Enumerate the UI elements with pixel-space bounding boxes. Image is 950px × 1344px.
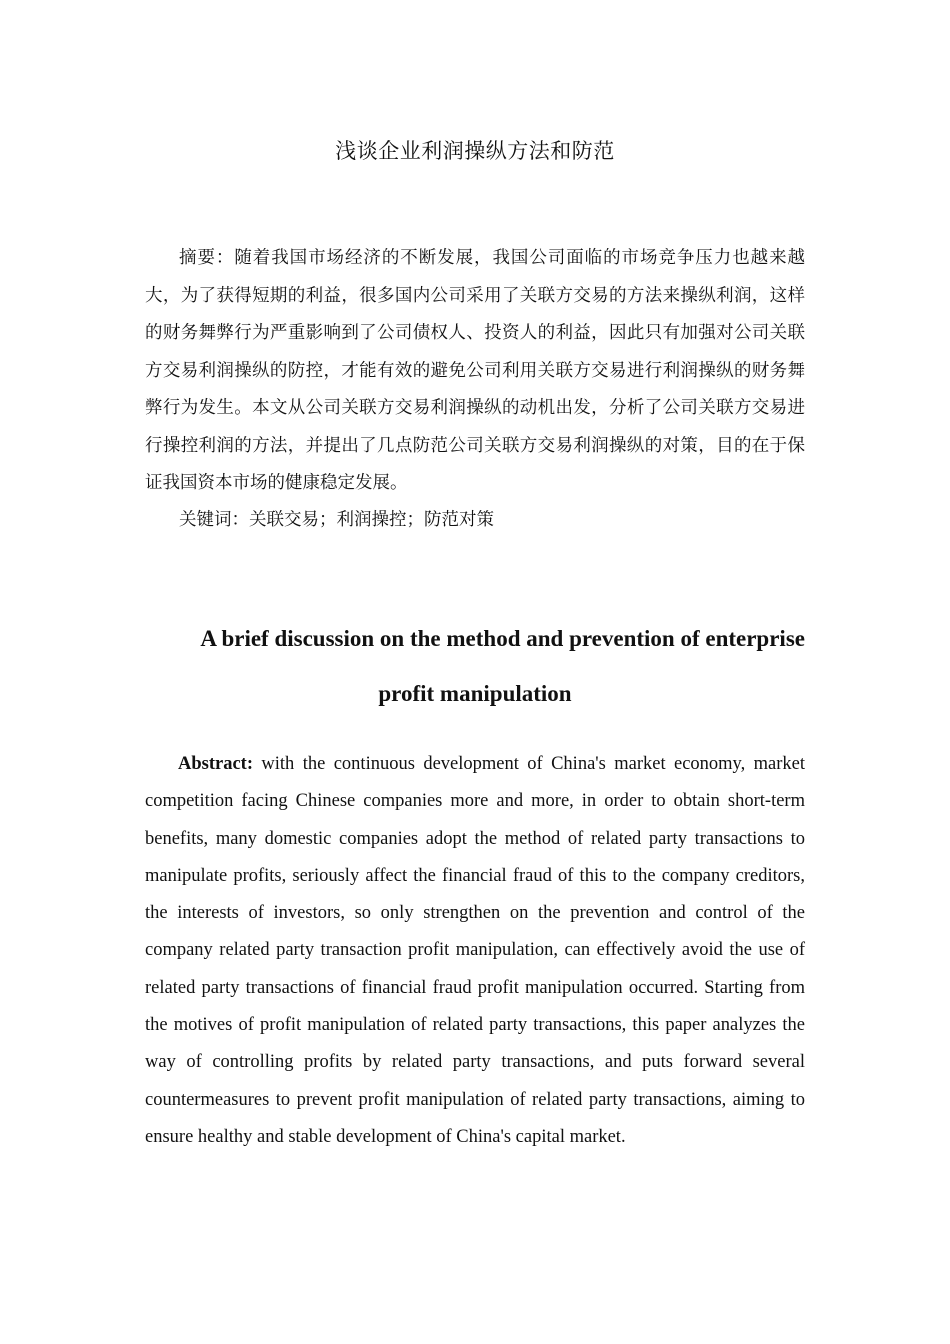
- chinese-keywords-text: 关联交易；利润操控；防范对策: [249, 510, 494, 530]
- chinese-abstract-label: 摘要：: [179, 248, 235, 268]
- english-abstract-label: Abstract:: [178, 754, 254, 774]
- chinese-keywords-label: 关键词：: [179, 510, 249, 530]
- english-abstract: [145, 746, 805, 1156]
- chinese-title: 浅谈企业利润操纵方法和防范: [335, 139, 615, 163]
- english-title: [145, 620, 805, 713]
- english-title-line-2: profit manipulation: [378, 681, 572, 706]
- chinese-abstract-text: 随着我国市场经济的不断发展，我国公司面临的市场竞争压力也越来越大，为了获得短期的利益，很多国内公司采用了关联方交易的方法来操纵利润，这样的财务舞弊行为严重影响到了公司债权人、投资人的利益，因此只有加强对公司关联方交易利润操纵的防控，才能有效的避免公司利用关联方交易进行利润操纵的财务舞弊行为发生。本文从公司关联方交易利润操纵的动机出发，分析了公司关联方交易进行操控利润的方法，并提出了几点防范公司关联方交易利润操纵的对策，目的在于保证我国资本市场的健康稳定发展。: [145, 248, 806, 493]
- english-title-line-1: A brief discussion on the method and prevention of enterprise: [200, 626, 805, 651]
- english-abstract-text: with the continuous development of China's market economy, market competition facing Chinese companies more and more, in order to obtain short-term benefits, many domestic companies adopt the method of related party transactions to manipulate profits, seriously affect the financial fraud of this to the company creditors, the interests of investors, so only strengthen on the prevention and control of the company related party transaction profit manipulation, can effectively avoid the use of related party transactions of financial fraud profit manipulation occurred. Starting from the motives of profit manipulation of related party transactions, this paper analyzes the way of controlling profits by related party transactions, and puts forward several countermeasures to prevent profit manipulation of related party transactions, aiming to ensure healthy and stable development of China's capital market.: [145, 754, 805, 1147]
- chinese-keywords: [145, 502, 805, 540]
- chinese-abstract: [145, 240, 805, 503]
